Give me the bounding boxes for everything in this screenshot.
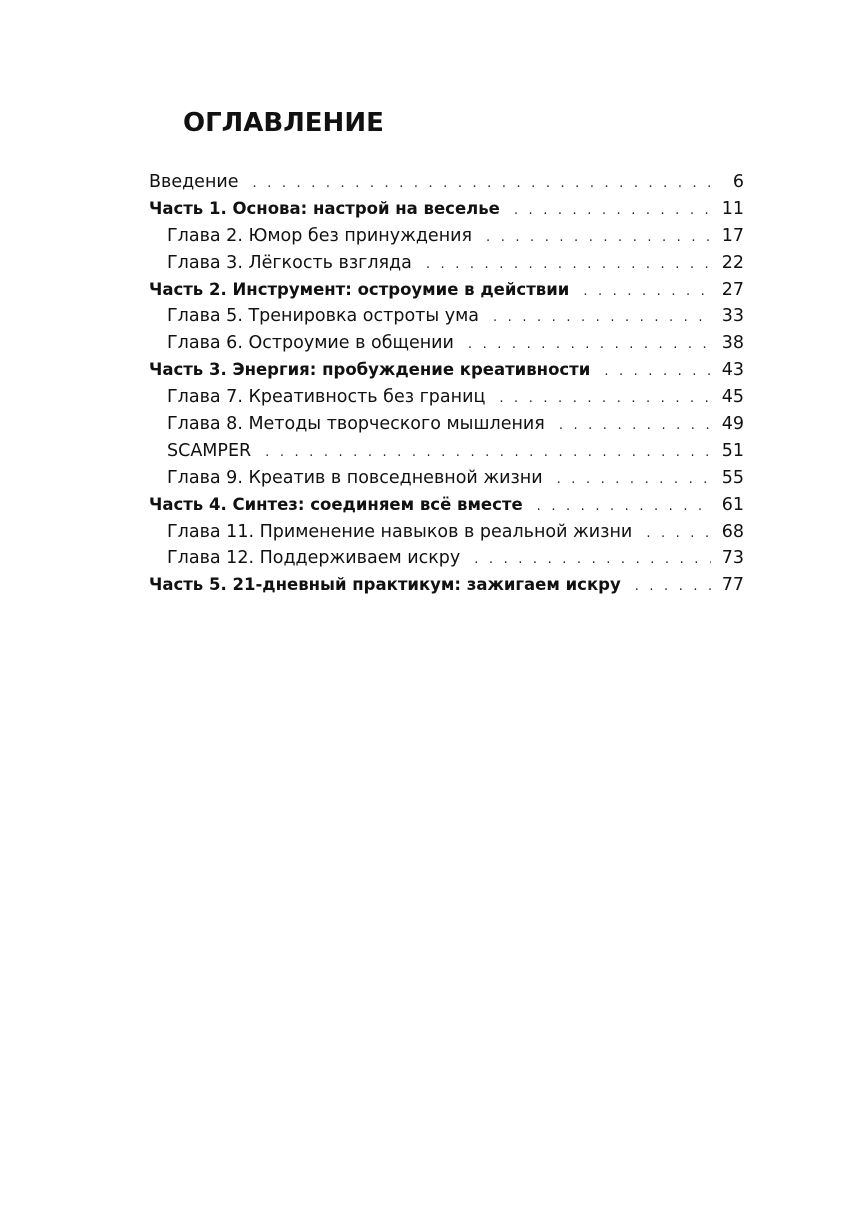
toc-chapter-entry[interactable] <box>149 411 744 438</box>
toc-dot-leader <box>499 386 710 413</box>
toc-part-entry[interactable] <box>149 196 744 223</box>
toc-dot-leader <box>557 467 711 494</box>
toc-entry-title: Часть 5. 21-дневный практикум: зажигаем искру <box>149 575 621 595</box>
toc-chapter-entry[interactable] <box>149 384 744 411</box>
toc-entry-title: Глава 11. Применение навыков в реальной жизни <box>167 521 633 542</box>
toc-page-number: 43 <box>721 360 744 381</box>
toc-page-number: 6 <box>732 172 744 192</box>
toc-dot-leader <box>265 440 711 467</box>
toc-dot-leader <box>537 494 711 521</box>
toc-page-number: 38 <box>721 333 744 354</box>
toc-dot-leader <box>646 521 710 548</box>
toc-entry-title: Глава 6. Остроумие в общении <box>167 333 454 354</box>
toc-chapter-entry[interactable] <box>149 545 744 572</box>
toc-dot-leader <box>426 252 711 279</box>
toc-dot-leader <box>514 198 711 225</box>
toc-entry-title: Часть 2. Инструмент: остроумие в действии <box>149 279 570 299</box>
table-of-contents <box>149 169 744 599</box>
toc-page-number: 22 <box>721 252 744 273</box>
toc-dot-leader <box>486 225 711 252</box>
toc-dot-leader <box>604 359 710 386</box>
toc-dot-leader <box>468 332 711 359</box>
toc-dot-leader <box>253 171 722 198</box>
toc-chapter-entry[interactable] <box>149 250 744 277</box>
toc-entry-title: Глава 7. Креативность без границ <box>167 387 486 408</box>
toc-chapter-entry[interactable] <box>149 519 744 546</box>
toc-part-entry[interactable] <box>149 572 744 599</box>
toc-entry-title: Введение <box>149 172 239 192</box>
toc-entry-title: Глава 8. Методы творческого мышления <box>167 414 545 435</box>
toc-entry-title: Глава 3. Лёгкость взгляда <box>167 252 412 273</box>
toc-page-number: 27 <box>721 279 744 300</box>
toc-part-entry[interactable] <box>149 492 744 519</box>
toc-chapter-entry[interactable] <box>149 303 744 330</box>
toc-page-number: 51 <box>721 440 744 461</box>
page-title: ОГЛАВЛЕНИЕ <box>183 108 384 138</box>
toc-entry-title: Глава 12. Поддерживаем искру <box>167 548 461 569</box>
toc-page-number: 73 <box>721 548 744 569</box>
toc-chapter-entry[interactable] <box>149 465 744 492</box>
toc-entry[interactable] <box>149 169 744 196</box>
toc-entry-title: Глава 9. Креатив в повседневной жизни <box>167 467 543 488</box>
toc-page-number: 68 <box>721 521 744 542</box>
toc-entry-title: Часть 4. Синтез: соединяем всё вместе <box>149 494 523 514</box>
toc-dot-leader <box>635 574 711 601</box>
toc-entry-title: Часть 3. Энергия: пробуждение креативности <box>149 360 591 380</box>
toc-entry-title: Глава 2. Юмор без принуждения <box>167 225 473 246</box>
toc-page-number: 33 <box>721 306 744 327</box>
toc-page-number: 49 <box>721 414 744 435</box>
toc-chapter-entry[interactable] <box>149 223 744 250</box>
toc-dot-leader <box>493 305 711 332</box>
toc-dot-leader <box>559 413 711 440</box>
toc-page-number: 45 <box>721 387 744 408</box>
toc-entry-title: Часть 1. Основа: настрой на веселье <box>149 198 500 218</box>
toc-chapter-entry[interactable] <box>149 438 744 465</box>
toc-page-number: 11 <box>721 198 744 219</box>
toc-entry-title: SCAMPER <box>167 440 252 461</box>
toc-entry-title: Глава 5. Тренировка остроты ума <box>167 306 480 327</box>
toc-dot-leader <box>583 279 710 306</box>
toc-page-number: 55 <box>721 467 744 488</box>
toc-chapter-entry[interactable] <box>149 330 744 357</box>
toc-page-number: 61 <box>721 494 744 515</box>
toc-part-entry[interactable] <box>149 277 744 304</box>
toc-page-number: 17 <box>721 225 744 246</box>
toc-page-number: 77 <box>721 575 744 596</box>
toc-part-entry[interactable] <box>149 357 744 384</box>
toc-dot-leader <box>474 547 710 574</box>
